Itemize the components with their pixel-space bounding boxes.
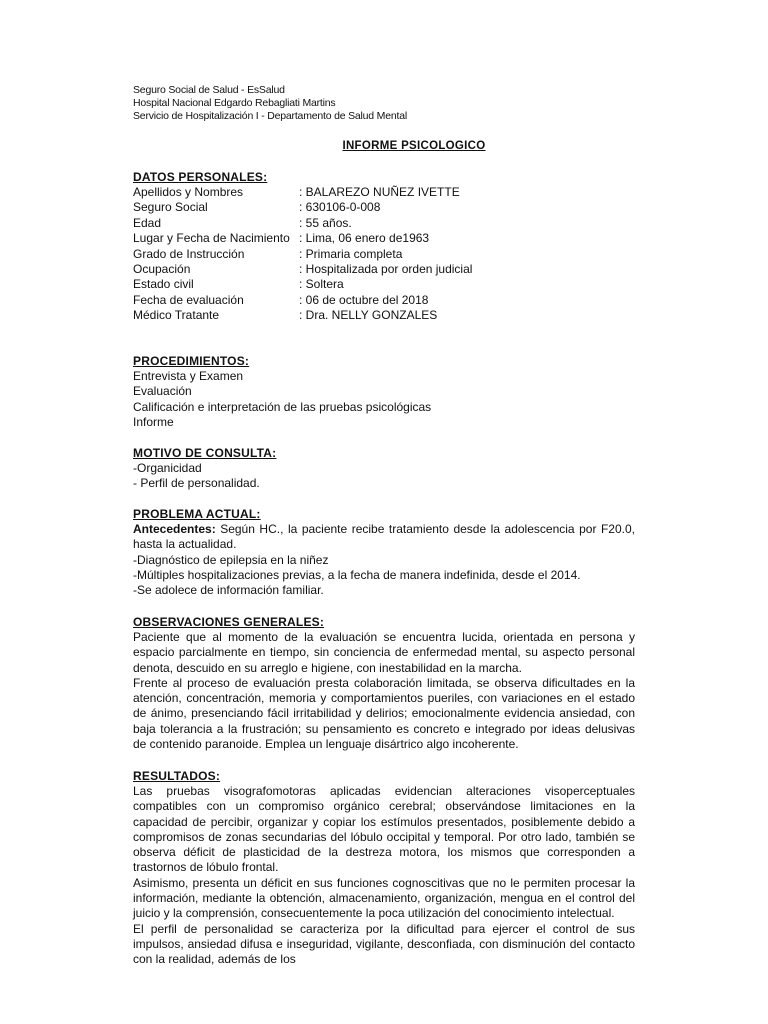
personal-data-row <box>133 262 472 277</box>
list-item: -Se adolece de información familiar. <box>133 583 324 598</box>
row-value: : 630106-0-008 <box>299 200 381 215</box>
row-value: : Primaria completa <box>299 246 403 261</box>
personal-data-row <box>133 247 472 262</box>
personal-data-row <box>133 277 472 292</box>
list-item: -Múltiples hospitalizaciones previas, a la fecha de manera indefinida, desde el 2014. <box>133 567 581 582</box>
institution-header <box>133 84 407 123</box>
observaciones-content <box>133 630 635 752</box>
row-label: Apellidos y Nombres <box>133 185 244 199</box>
antecedentes-label: Antecedentes: <box>133 522 216 536</box>
section-heading-resultados: RESULTADOS: <box>133 769 221 783</box>
personal-data-row <box>133 231 472 246</box>
row-value: : BALAREZO NUÑEZ IVETTE <box>299 185 460 199</box>
section-heading-observaciones: OBSERVACIONES GENERALES: <box>133 615 325 629</box>
list-item: Entrevista y Examen <box>133 369 244 383</box>
resultados-content <box>133 784 635 968</box>
personal-data-row <box>133 308 472 323</box>
antecedentes-text: Según HC., la paciente recibe tratamiento desde la adolescencia por F20.0, hasta la actualidad. <box>133 522 635 552</box>
list-item: -Diagnóstico de epilepsia en la niñez <box>133 552 329 567</box>
row-label: Fecha de evaluación <box>133 292 244 307</box>
row-value: : 55 años. <box>299 215 352 230</box>
procedimientos-list <box>133 369 635 430</box>
row-label: Edad <box>133 215 162 230</box>
personal-data-table <box>133 185 472 324</box>
row-label: Médico Tratante <box>133 308 220 323</box>
list-item: - Perfil de personalidad. <box>133 476 260 491</box>
personal-data-row <box>133 293 472 308</box>
row-value: : Soltera <box>299 277 344 292</box>
header-line-1: Seguro Social de Salud - EsSalud <box>133 84 285 96</box>
header-line-2: Hospital Nacional Edgardo Rebagliati Martins <box>133 97 336 109</box>
row-value: : Dra. NELLY GONZALES <box>299 308 438 323</box>
section-heading-problema: PROBLEMA ACTUAL: <box>133 507 261 521</box>
resultados-paragraph-1: Las pruebas visografomotoras aplicadas evidencian alteraciones visoperceptuales compatibles con un compromiso orgánico cerebral; observándose limitaciones en la capacidad de percibir, organizar y copiar los estímulos presentados, posiblemente debido a compromisos de zonas secundarias del lóbulo occipital y temporal. Por otro lado, también se observa déficit de plasticidad de la destreza motora, los mismos que corresponden a trastornos de lóbulo frontal. <box>133 784 635 875</box>
list-item: Informe <box>133 414 174 429</box>
personal-data-row <box>133 216 472 231</box>
antecedentes-paragraph <box>133 522 635 553</box>
list-item: -Organicidad <box>133 461 202 475</box>
row-value: : Hospitalizada por orden judicial <box>299 262 473 277</box>
personal-data-row <box>133 185 472 200</box>
problema-content <box>133 522 635 598</box>
list-item: Calificación e interpretación de las pruebas psicológicas <box>133 399 432 414</box>
list-item: Evaluación <box>133 384 192 399</box>
observaciones-paragraph-1: Paciente que al momento de la evaluación se encuentra lucida, orientada en persona y espacio parcialmente en tiempo, sin conciencia de enfermedad mental, su aspecto personal denota, descuido en su arreglo e higiene, con inestabilidad en la marcha. <box>133 630 635 675</box>
row-label: Ocupación <box>133 262 191 277</box>
motivo-list <box>133 461 635 492</box>
resultados-paragraph-2: Asimismo, presenta un déficit en sus funciones cognoscitivas que no le permiten procesar la información, mediante la obtención, almacenamiento, organización, mengua en el control del juicio y la comprensión, consecuentemente la poca utilización del conocimiento intelectual. <box>133 875 635 921</box>
document-title: INFORME PSICOLOGICO <box>342 140 486 152</box>
header-line-3: Servicio de Hospitalización I - Departamento de Salud Mental <box>133 110 407 122</box>
section-heading-motivo: MOTIVO DE CONSULTA: <box>133 446 277 460</box>
row-label: Grado de Instrucción <box>133 246 245 261</box>
row-value: : Lima, 06 enero de1963 <box>299 231 430 246</box>
observaciones-paragraph-2: Frente al proceso de evaluación presta colaboración limitada, se observa dificultades en la atención, concentración, memoria y comportamientos pueriles, con variaciones en el estado de ánimo, presenciando fácil irritabilidad y delirios; emocionalmente evidencia ansiedad, con baja tolerancia a la frustración; su pensamiento es concreto e integrado por ideas delusivas de contenido paranoide. Emplea un lenguaje disártrico algo incoherente. <box>133 675 635 752</box>
section-heading-datos: DATOS PERSONALES: <box>133 170 268 184</box>
section-heading-procedimientos: PROCEDIMIENTOS: <box>133 354 250 368</box>
row-value: : 06 de octubre del 2018 <box>299 292 429 307</box>
resultados-paragraph-3: El perfil de personalidad se caracteriza por la dificultad para ejercer el control de sus impulsos, ansiedad difusa e inseguridad, vigilante, desconfiada, con disminución del contacto con la realidad, además de los <box>133 921 635 967</box>
row-label: Seguro Social <box>133 200 208 215</box>
row-label: Estado civil <box>133 277 194 292</box>
row-label: Lugar y Fecha de Nacimiento <box>133 231 290 246</box>
personal-data-row <box>133 200 472 215</box>
